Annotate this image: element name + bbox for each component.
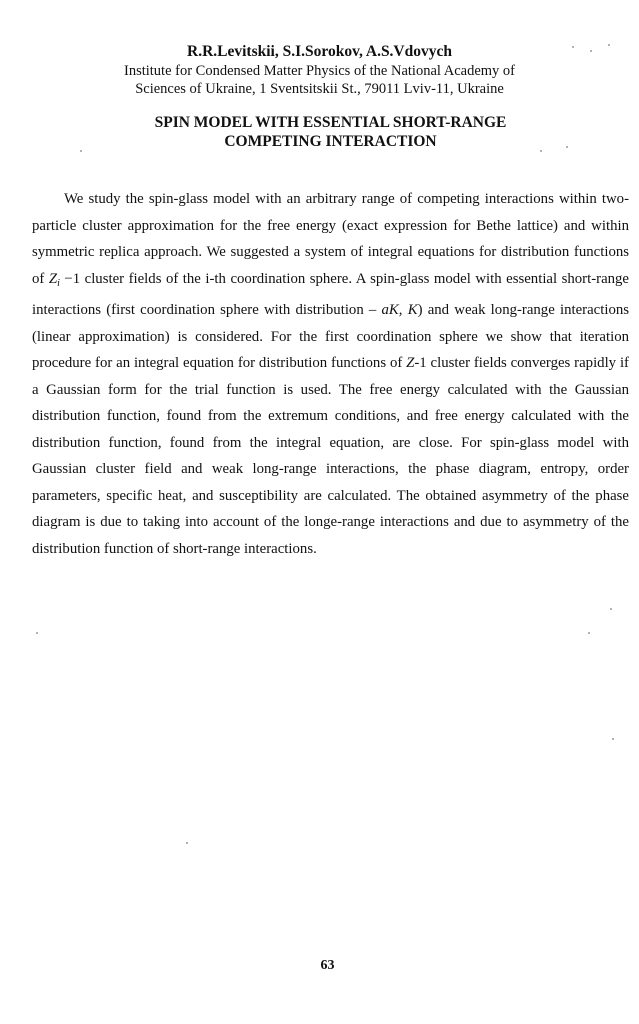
affiliation-line-2: Sciences of Ukraine, 1 Sventsitskii St., 79011 Lviv-11, Ukraine bbox=[135, 81, 504, 97]
scan-speck bbox=[572, 46, 574, 48]
z-symbol: Z bbox=[48, 270, 58, 287]
z-subscript: i bbox=[57, 277, 60, 289]
abstract-paragraph bbox=[32, 186, 629, 562]
scan-speck bbox=[610, 608, 612, 610]
abstract-text-2: −1 cluster fields of the i-th coordination sphere. A spin-glass model with essential short-range interactions (first coordination sphere with distribution – bbox=[32, 270, 629, 318]
scan-speck bbox=[540, 150, 542, 152]
scan-speck bbox=[588, 632, 590, 634]
affiliation bbox=[0, 62, 639, 98]
paper-title bbox=[0, 113, 639, 151]
scan-speck bbox=[590, 50, 592, 52]
abstract-text-1: We study the spin-glass model with an arbitrary range of competing interactions within two-particle cluster approximation for the free energy (exact expression for Bethe lattice) and within symmetric replica approach. We suggested a system of integral equations for distribution functions of bbox=[32, 191, 629, 287]
scan-speck bbox=[80, 150, 82, 152]
z-symbol-2: Z bbox=[406, 355, 415, 371]
abstract bbox=[32, 186, 629, 562]
abstract-text-3: ) and weak long-range interactions (linear approximation) is considered. For the first coordination sphere we show that iteration procedure for an integral equation for distribution functions of bbox=[32, 302, 630, 371]
title-line-1: SPIN MODEL WITH ESSENTIAL SHORT-RANGE bbox=[154, 114, 507, 131]
abstract-text-4: -1 cluster fields converges rapidly if a Gaussian form for the trial function is used. The free energy calculated with the Gaussian distribution function, found from the extremum conditions, and free energy calculated with the distribution function, found from the integral equation, are close. For spin-glass model with Gaussian cluster field and weak long-range interactions, the phase diagram, entropy, order parameters, specific heat, and susceptibility are calculated. The obtained asymmetry of the phase diagram is due to taking into account of the longe-range interactions and due to asymmetry of the distribution function of short-range interactions. bbox=[32, 355, 629, 557]
affiliation-line-1: Institute for Condensed Matter Physics of the National Academy of bbox=[123, 63, 515, 79]
scan-speck bbox=[186, 842, 188, 844]
scan-speck bbox=[566, 146, 568, 148]
scan-speck bbox=[608, 44, 610, 46]
scan-speck bbox=[612, 738, 614, 740]
scan-speck bbox=[36, 632, 38, 634]
italic-ak-k: aK, K bbox=[381, 302, 418, 318]
authors: R.R.Levitskii, S.I.Sorokov, A.S.Vdovych bbox=[187, 43, 452, 60]
page-number: 63 bbox=[320, 958, 335, 973]
title-line-2: COMPETING INTERACTION bbox=[224, 133, 437, 150]
